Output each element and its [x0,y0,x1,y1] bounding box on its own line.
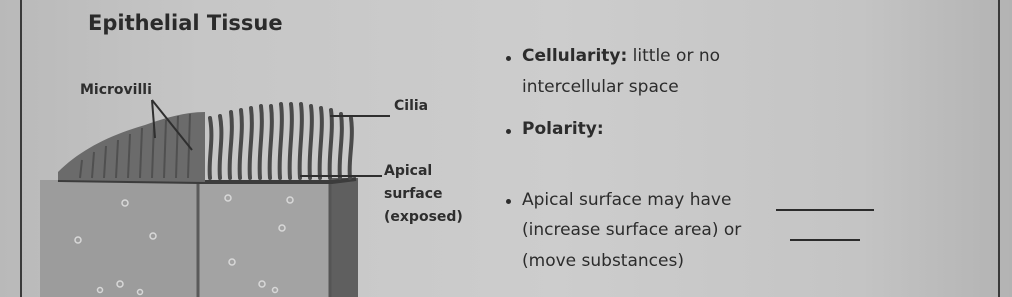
text-cellularity-1: little or no [627,46,721,66]
label-apical-3: (exposed) [384,209,463,225]
cell-left [40,180,198,297]
text-apical-1: Apical surface may have [522,190,732,210]
bullet-cellularity-line2: intercellular space [522,77,679,97]
page-title: Epithelial Tissue [88,11,283,35]
term-polarity: Polarity: [522,119,604,139]
label-apical-2: surface [384,186,443,202]
label-apical-1: Apical [384,163,433,179]
bullet-apical-line2: (increase surface area) or [522,220,742,240]
blank-1 [776,195,874,211]
bullet-apical-line3: (move substances) [522,251,684,271]
term-cellularity: Cellularity: [522,46,628,66]
bullet-apical-line1 [522,192,731,209]
blank-2 [790,225,860,241]
cell-middle [198,180,330,297]
label-microvilli: Microvilli [80,82,152,98]
bullet-cellularity [522,48,720,65]
cell-side-dark [330,178,358,297]
bullet-dot-3 [506,199,511,204]
bullet-dot-1 [506,56,511,61]
bullet-dot-2 [506,129,511,134]
label-cilia: Cilia [394,98,429,114]
